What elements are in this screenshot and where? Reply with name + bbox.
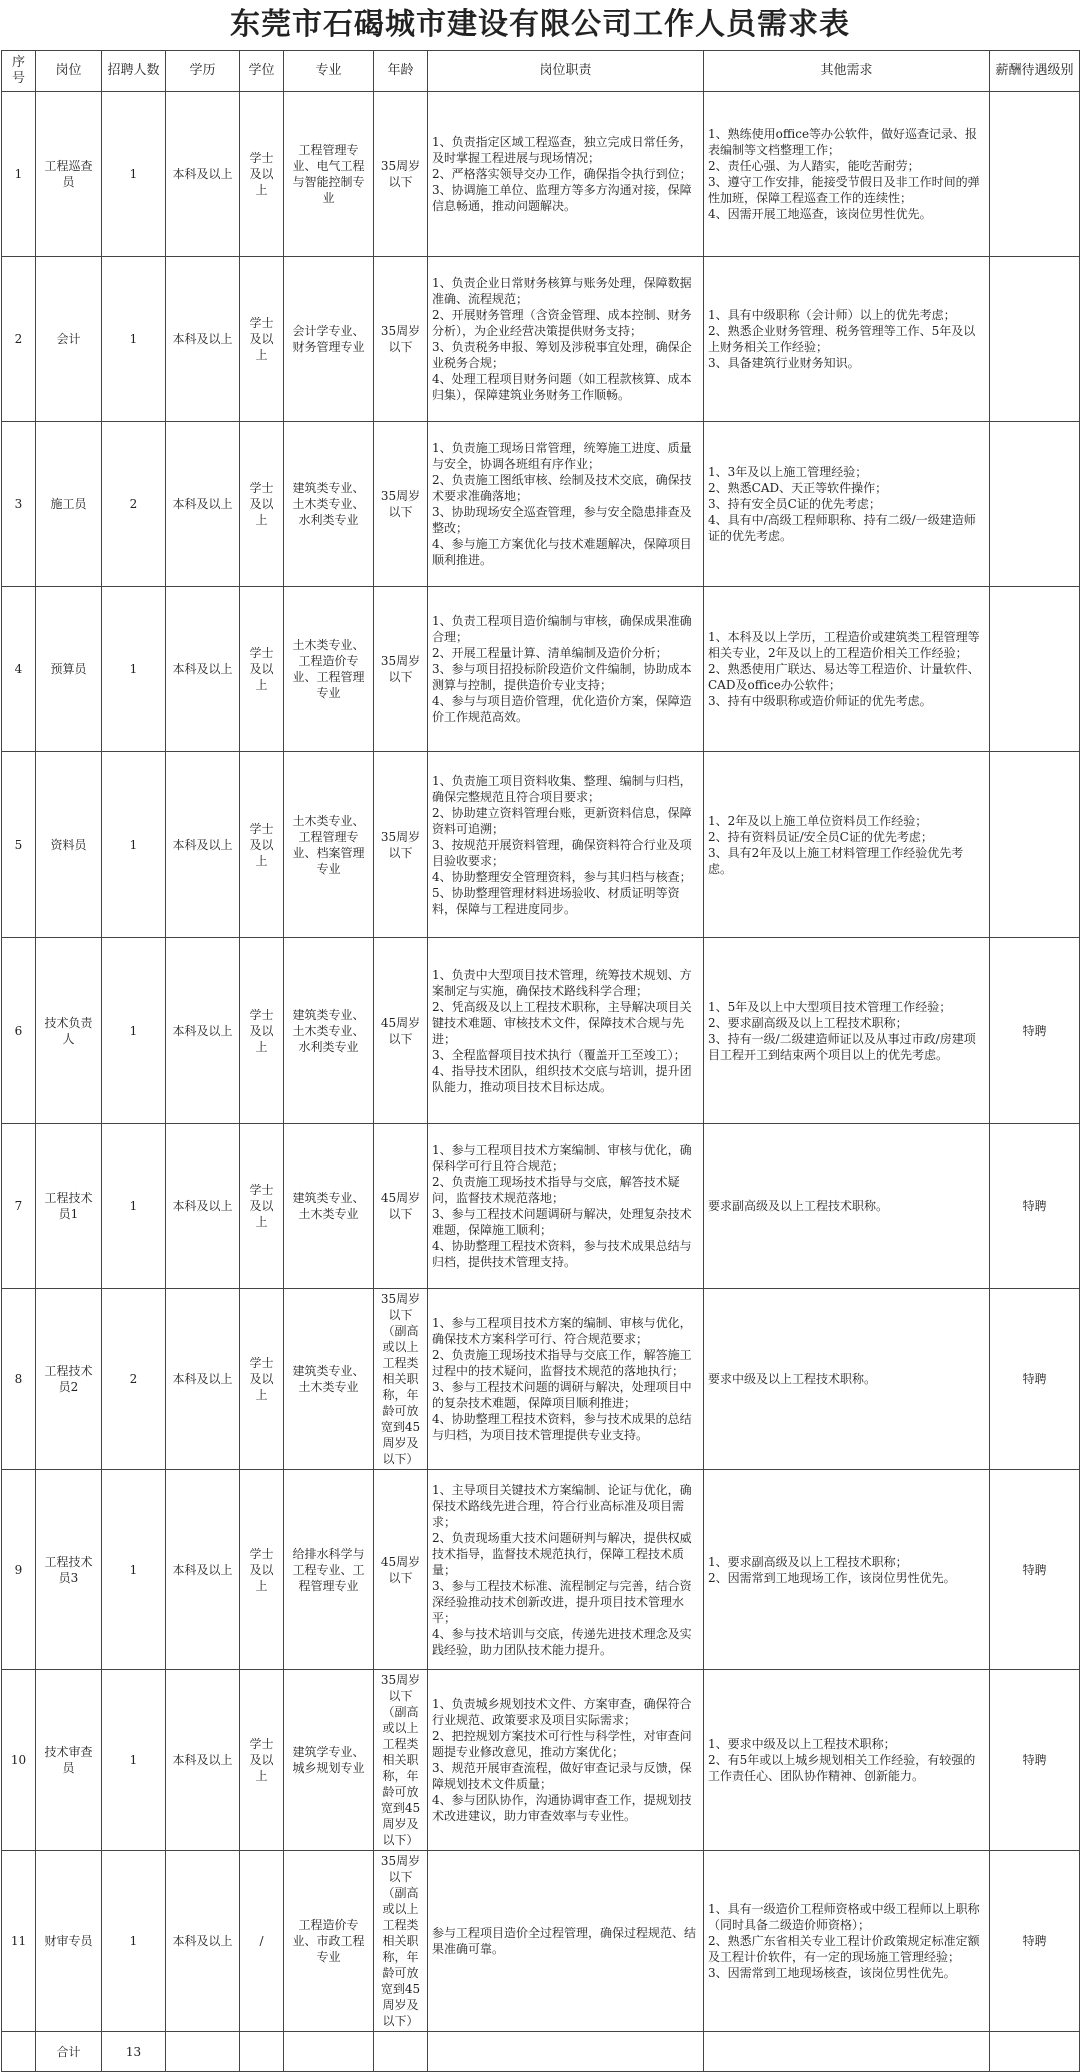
cell-salary bbox=[990, 92, 1080, 257]
cell-other: 1、具有中级职称（会计师）以上的优先考虑； 2、熟悉企业财务管理、税务管理等工作、5年及以上财务相关工作经验； 3、具备建筑行业财务知识。 bbox=[704, 257, 990, 422]
cell-education: 本科及以上 bbox=[166, 257, 240, 422]
cell-education: 本科及以上 bbox=[166, 1470, 240, 1670]
table-row bbox=[2, 1851, 1080, 2032]
cell-duty: 1、负责工程项目造价编制与审核，确保成果准确合理； 2、开展工程量计算、清单编制及造价分析； 3、参与项目招投标阶段造价文件编制，协助成本测算与控制，提供造价专业支持； 4、参与与项目造价管理，优化造价方案，保障造价工作规范高效。 bbox=[428, 587, 704, 752]
cell-other: 1、2年及以上施工单位资料员工作经验； 2、持有资料员证/安全员C证的优先考虑； 3、具有2年及以上施工材料管理工作经验优先考虑。 bbox=[704, 752, 990, 938]
table-row bbox=[2, 1470, 1080, 1670]
page-title: 东莞市石碣城市建设有限公司工作人员需求表 bbox=[230, 7, 850, 42]
cell-count: 1 bbox=[102, 1124, 166, 1289]
header-cell: 其他需求 bbox=[704, 51, 990, 92]
cell-other: 1、3年及以上施工管理经验； 2、熟悉CAD、天正等软件操作； 3、持有安全员C证的优先考虑； 4、具有中/高级工程师职称、持有二级/一级建造师证的优先考虑。 bbox=[704, 422, 990, 587]
cell-degree: 学士及以上 bbox=[240, 422, 284, 587]
table-row bbox=[2, 422, 1080, 587]
cell-duty: 1、主导项目关键技术方案编制、论证与优化，确保技术路线先进合理，符合行业高标准及项目需求； 2、负责现场重大技术问题研判与解决，提供权威技术指导，监督技术规范执行，保障工程技术质量； 3、参与工程技术标准、流程制定与完善，结合资深经验推动技术创新改进，提升项目技术管理水平； 4、参与技术培训与交底，传递先进技术理念及实践经验，助力团队技术能力提升。 bbox=[428, 1470, 704, 1670]
cell-education: 本科及以上 bbox=[166, 1289, 240, 1470]
cell-degree: 学士及以上 bbox=[240, 1124, 284, 1289]
cell-duty: 1、参与工程项目技术方案编制、审核与优化，确保科学可行且符合规范； 2、负责施工现场技术指导与交底，解答技术疑问，监督技术规范落地； 3、参与工程技术问题调研与解决，处理复杂技术难题，保障施工顺利； 4、协助整理工程技术资料，参与技术成果总结与归档，提供技术管理支持。 bbox=[428, 1124, 704, 1289]
cell-no: 8 bbox=[2, 1289, 36, 1470]
cell-degree: 学士及以上 bbox=[240, 1470, 284, 1670]
header-cell: 学位 bbox=[240, 51, 284, 92]
cell-education: 本科及以上 bbox=[166, 92, 240, 257]
cell-salary bbox=[990, 257, 1080, 422]
cell-position: 资料员 bbox=[36, 752, 102, 938]
cell-other: 1、本科及以上学历，工程造价或建筑类工程管理等相关专业，2年及以上的工程造价相关工作经验； 2、熟悉使用广联达、易达等工程造价、计量软件、CAD及office办公软件； 3、持有中级职称或造价师证的优先考虑。 bbox=[704, 587, 990, 752]
cell-other: 1、熟练使用office等办公软件，做好巡查记录、报表编制等文档整理工作； 2、责任心强、为人踏实，能吃苦耐劳； 3、遵守工作安排，能接受节假日及非工作时间的弹性加班，保障工程巡查工作的连续性； 4、因需开展工地巡查，该岗位男性优先。 bbox=[704, 92, 990, 257]
cell-other: 1、要求中级及以上工程技术职称； 2、有5年或以上城乡规划相关工作经验，有较强的工作责任心、团队协作精神、创新能力。 bbox=[704, 1670, 990, 1851]
cell-position: 会计 bbox=[36, 257, 102, 422]
cell-education: 本科及以上 bbox=[166, 587, 240, 752]
header-cell: 岗位职责 bbox=[428, 51, 704, 92]
cell-education: 本科及以上 bbox=[166, 938, 240, 1124]
cell-degree: 学士及以上 bbox=[240, 1670, 284, 1851]
cell-duty: 1、负责施工项目资料收集、整理、编制与归档，确保完整规范且符合项目要求； 2、协助建立资料管理台账，更新资料信息，保障资料可追溯； 3、按规范开展资料管理，确保资料符合行业及项目验收要求； 4、协助整理安全管理资料，参与其归档与核查； 5、协助整理管理材料进场验收、材质证明等资料，保障与工程进度同步。 bbox=[428, 752, 704, 938]
cell-count: 2 bbox=[102, 1289, 166, 1470]
cell-salary: 特聘 bbox=[990, 938, 1080, 1124]
cell-major: 建筑类专业、土木类专业、水利类专业 bbox=[284, 422, 374, 587]
header-cell: 学历 bbox=[166, 51, 240, 92]
cell-degree: 学士及以上 bbox=[240, 1289, 284, 1470]
cell-degree: 学士及以上 bbox=[240, 92, 284, 257]
cell-other: 1、具有一级造价工程师资格或中级工程师以上职称（同时具备二级造价师资格）； 2、熟悉广东省相关专业工程计价政策规定标准定额及工程计价软件，有一定的现场施工管理经验； 3、因需常到工地现场核查，该岗位男性优先。 bbox=[704, 1851, 990, 2032]
cell-salary bbox=[990, 587, 1080, 752]
header-row bbox=[2, 51, 1080, 92]
cell-count: 1 bbox=[102, 92, 166, 257]
cell-age: 35周岁以下 bbox=[374, 257, 428, 422]
cell-age: 45周岁以下 bbox=[374, 1124, 428, 1289]
cell-major: 工程造价专业、市政工程专业 bbox=[284, 1851, 374, 2032]
cell-position: 施工员 bbox=[36, 422, 102, 587]
cell-education: 本科及以上 bbox=[166, 1851, 240, 2032]
cell-age: 35周岁以下 bbox=[374, 92, 428, 257]
cell-major: 建筑类专业、土木类专业 bbox=[284, 1289, 374, 1470]
cell-duty: 1、负责指定区域工程巡查，独立完成日常任务，及时掌握工程进展与现场情况； 2、严格落实领导交办工作，确保指令执行到位； 3、协调施工单位、监理方等多方沟通对接，保障信息畅通，推动问题解决。 bbox=[428, 92, 704, 257]
cell-no: 1 bbox=[2, 92, 36, 257]
cell-other: 要求中级及以上工程技术职称。 bbox=[704, 1289, 990, 1470]
cell-salary: 特聘 bbox=[990, 1670, 1080, 1851]
cell-age: 35周岁以下（副高或以上工程类相关职称，年龄可放宽到45周岁及以下） bbox=[374, 1289, 428, 1470]
cell-education: 本科及以上 bbox=[166, 752, 240, 938]
cell-major: 会计学专业、财务管理专业 bbox=[284, 257, 374, 422]
cell-position: 工程巡查员 bbox=[36, 92, 102, 257]
total-label: 合计 bbox=[36, 2032, 102, 2072]
cell-major: 建筑类专业、土木类专业 bbox=[284, 1124, 374, 1289]
recruitment-table bbox=[1, 50, 1080, 2072]
cell-degree: / bbox=[240, 1851, 284, 2032]
cell-duty: 1、参与工程项目技术方案的编制、审核与优化，确保技术方案科学可行、符合规范要求； 2、负责施工现场技术指导与交底工作，解答施工过程中的技术疑问，监督技术规范的落地执行； 3、参与工程技术问题的调研与解决，处理项目中的复杂技术难题，保障项目顺利推进； 4、协助整理工程技术资料，参与技术成果的总结与归档，为项目技术管理提供专业支持。 bbox=[428, 1289, 704, 1470]
header-cell: 序号 bbox=[2, 51, 36, 92]
cell-major: 土木类专业、工程管理专业、档案管理专业 bbox=[284, 752, 374, 938]
cell-salary bbox=[990, 752, 1080, 938]
cell-age: 35周岁以下（副高或以上工程类相关职称，年龄可放宽到45周岁及以下） bbox=[374, 1851, 428, 2032]
cell-age: 35周岁以下 bbox=[374, 587, 428, 752]
table-row bbox=[2, 752, 1080, 938]
cell-salary: 特聘 bbox=[990, 1470, 1080, 1670]
cell-duty: 1、负责施工现场日常管理，统筹施工进度、质量与安全，协调各班组有序作业； 2、负责施工图纸审核、绘制及技术交底，确保技术要求准确落地； 3、协助现场安全巡查管理，参与安全隐患排查及整改； 4、参与施工方案优化与技术难题解决，保障项目顺利推进。 bbox=[428, 422, 704, 587]
table-row bbox=[2, 1289, 1080, 1470]
cell-count: 2 bbox=[102, 422, 166, 587]
cell-other: 1、要求副高级及以上工程技术职称； 2、因需常到工地现场工作，该岗位男性优先。 bbox=[704, 1470, 990, 1670]
header-cell: 专业 bbox=[284, 51, 374, 92]
cell-no: 5 bbox=[2, 752, 36, 938]
header-cell: 年龄 bbox=[374, 51, 428, 92]
table-row bbox=[2, 587, 1080, 752]
table-row bbox=[2, 938, 1080, 1124]
cell-position: 工程技术员3 bbox=[36, 1470, 102, 1670]
table-row bbox=[2, 92, 1080, 257]
cell-salary: 特聘 bbox=[990, 1289, 1080, 1470]
cell-position: 技术负责人 bbox=[36, 938, 102, 1124]
cell-count: 1 bbox=[102, 257, 166, 422]
cell-duty: 参与工程项目造价全过程管理，确保过程规范、结果准确可靠。 bbox=[428, 1851, 704, 2032]
cell-count: 1 bbox=[102, 938, 166, 1124]
cell-major: 土木类专业、工程造价专业、工程管理专业 bbox=[284, 587, 374, 752]
cell-major: 工程管理专业、电气工程与智能控制专业 bbox=[284, 92, 374, 257]
cell-age: 35周岁以下 bbox=[374, 752, 428, 938]
cell-age: 45周岁以下 bbox=[374, 938, 428, 1124]
cell-duty: 1、负责企业日常财务核算与账务处理，保障数据准确、流程规范； 2、开展财务管理（含资金管理、成本控制、财务分析），为企业经营决策提供财务支持； 3、负责税务申报、筹划及涉税事宜处理，确保企业税务合规； 4、处理工程项目财务问题（如工程款核算、成本归集），保障建筑业务财务工作顺畅。 bbox=[428, 257, 704, 422]
cell-no: 11 bbox=[2, 1851, 36, 2032]
cell-duty: 1、负责中大型项目技术管理，统筹技术规划、方案制定与实施，确保技术路线科学合理； 2、凭高级及以上工程技术职称，主导解决项目关键技术难题、审核技术文件，保障技术合规与先进； 3、全程监督项目技术执行（覆盖开工至竣工）； 4、指导技术团队，组织技术交底与培训，提升团队能力，推动项目技术目标达成。 bbox=[428, 938, 704, 1124]
cell-salary bbox=[990, 422, 1080, 587]
total-row bbox=[2, 2032, 1080, 2072]
cell-degree: 学士及以上 bbox=[240, 938, 284, 1124]
header-cell: 招聘人数 bbox=[102, 51, 166, 92]
cell-major: 建筑类专业、土木类专业、水利类专业 bbox=[284, 938, 374, 1124]
header-cell: 岗位 bbox=[36, 51, 102, 92]
cell-position: 工程技术员1 bbox=[36, 1124, 102, 1289]
cell-degree: 学士及以上 bbox=[240, 587, 284, 752]
cell-position: 预算员 bbox=[36, 587, 102, 752]
cell-position: 财审专员 bbox=[36, 1851, 102, 2032]
header-cell: 薪酬待遇级别 bbox=[990, 51, 1080, 92]
cell-count: 1 bbox=[102, 1851, 166, 2032]
cell-age: 45周岁以下 bbox=[374, 1470, 428, 1670]
table-row bbox=[2, 1670, 1080, 1851]
cell-no: 9 bbox=[2, 1470, 36, 1670]
cell-major: 给排水科学与工程专业、工程管理专业 bbox=[284, 1470, 374, 1670]
cell-count: 1 bbox=[102, 1670, 166, 1851]
cell-no: 3 bbox=[2, 422, 36, 587]
total-count: 13 bbox=[102, 2032, 166, 2072]
table-row bbox=[2, 1124, 1080, 1289]
cell-no: 7 bbox=[2, 1124, 36, 1289]
cell-no: 2 bbox=[2, 257, 36, 422]
cell-no: 10 bbox=[2, 1670, 36, 1851]
cell-degree: 学士及以上 bbox=[240, 752, 284, 938]
cell-position: 技术审查员 bbox=[36, 1670, 102, 1851]
cell-count: 1 bbox=[102, 587, 166, 752]
cell-education: 本科及以上 bbox=[166, 422, 240, 587]
cell-no: 6 bbox=[2, 938, 36, 1124]
cell-age: 35周岁以下 bbox=[374, 422, 428, 587]
cell-count: 1 bbox=[102, 752, 166, 938]
cell-degree: 学士及以上 bbox=[240, 257, 284, 422]
cell-position: 工程技术员2 bbox=[36, 1289, 102, 1470]
cell-count: 1 bbox=[102, 1470, 166, 1670]
table-row bbox=[2, 257, 1080, 422]
cell-salary: 特聘 bbox=[990, 1851, 1080, 2032]
cell-duty: 1、负责城乡规划技术文件、方案审查，确保符合行业规范、政策要求及项目实际需求； 2、把控规划方案技术可行性与科学性，对审查问题提专业修改意见，推动方案优化； 3、规范开展审查流程，做好审查记录与反馈，保障规划技术文件质量； 4、参与团队协作，沟通协调审查工作，提规划技术改进建议，助力审查效率与专业性。 bbox=[428, 1670, 704, 1851]
cell-major: 建筑学专业、城乡规划专业 bbox=[284, 1670, 374, 1851]
cell-education: 本科及以上 bbox=[166, 1124, 240, 1289]
cell-no: 4 bbox=[2, 587, 36, 752]
cell-salary: 特聘 bbox=[990, 1124, 1080, 1289]
cell-other: 1、5年及以上中大型项目技术管理工作经验； 2、要求副高级及以上工程技术职称； 3、持有一级/二级建造师证以及从事过市政/房建项目工程开工到结束两个项目以上的优先考虑。 bbox=[704, 938, 990, 1124]
cell-education: 本科及以上 bbox=[166, 1670, 240, 1851]
cell-age: 35周岁以下（副高或以上工程类相关职称，年龄可放宽到45周岁及以下） bbox=[374, 1670, 428, 1851]
cell-other: 要求副高级及以上工程技术职称。 bbox=[704, 1124, 990, 1289]
